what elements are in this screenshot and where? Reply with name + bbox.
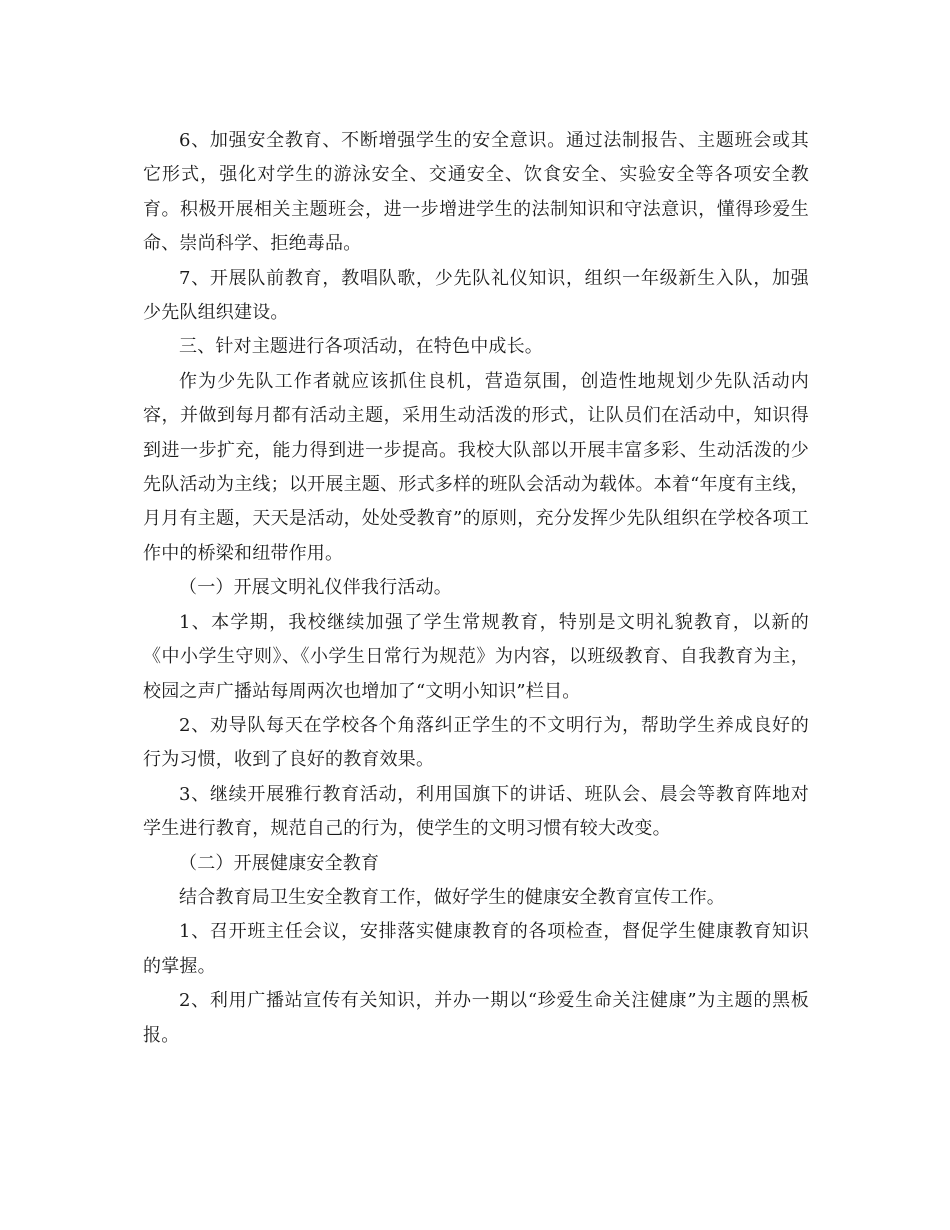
- paragraph-health-2: 2、利用广播站宣传有关知识，并办一期以“珍爱生命关注健康”为主题的黑板报。: [143, 990, 809, 1046]
- paragraph-etiquette-2: 2、劝导队每天在学校各个角落纠正学生的不文明行为，帮助学生养成良好的行为习惯，收到了良好的教育效果。: [143, 714, 809, 771]
- paragraph-etiquette-1: 1、本学期，我校继续加强了学生常规教育，特别是文明礼貌教育，以新的《中小学生守则》、《小学生日常行为规范》为内容，以班级教育、自我教育为主，校园之声广播站每周两次也增加了“文明小知识”栏目。: [143, 611, 809, 702]
- paragraph-pre-team-education: 7、开展队前教育，教唱队歌，少先队礼仪知识，组织一年级新生入队，加强少先队组织建设。: [143, 267, 809, 324]
- document-body: [143, 124, 809, 1053]
- subsection-heading-etiquette: （一）开展文明礼仪伴我行活动。: [179, 577, 452, 599]
- paragraph-safety-education: 6、加强安全教育、不断增强学生的安全意识。通过法制报告、主题班会或其它形式，强化对学生的游泳安全、交通安全、饮食安全、实验安全等各项安全教育。积极开展相关主题班会，进一步增进学生的法制知识和守法意识，懂得珍爱生命、崇尚科学、拒绝毒品。: [143, 130, 809, 255]
- paragraph-activities-intro: 作为少先队工作者就应该抓住良机，营造氛围，创造性地规划少先队活动内容，并做到每月都有活动主题，采用生动活泼的形式，让队员们在活动中，知识得到进一步扩充，能力得到进一步提高。我校大队部以开展丰富多彩、生动活泼的少先队活动为主线；以开展主题、形式多样的班队会活动为载体。本着“年度有主线，月月有主题，天天是活动，处处受教育”的原则，充分发挥少先队组织在学校各项工作中的桥梁和纽带作用。: [143, 370, 809, 564]
- paragraph-health-intro: 结合教育局卫生安全教育工作，做好学生的健康安全教育宣传工作。: [179, 886, 725, 908]
- paragraph-etiquette-3: 3、继续开展雅行教育活动，利用国旗下的讲话、班队会、晨会等教育阵地对学生进行教育，规范自己的行为，使学生的文明习惯有较大改变。: [143, 783, 809, 840]
- subsection-heading-health-safety: （二）开展健康安全教育: [179, 852, 380, 874]
- paragraph-health-1: 1、召开班主任会议，安排落实健康教育的各项检查，督促学生健康教育知识的掌握。: [143, 921, 809, 977]
- section-heading-themed-activities: 三、针对主题进行各项活动，在特色中成长。: [179, 336, 543, 358]
